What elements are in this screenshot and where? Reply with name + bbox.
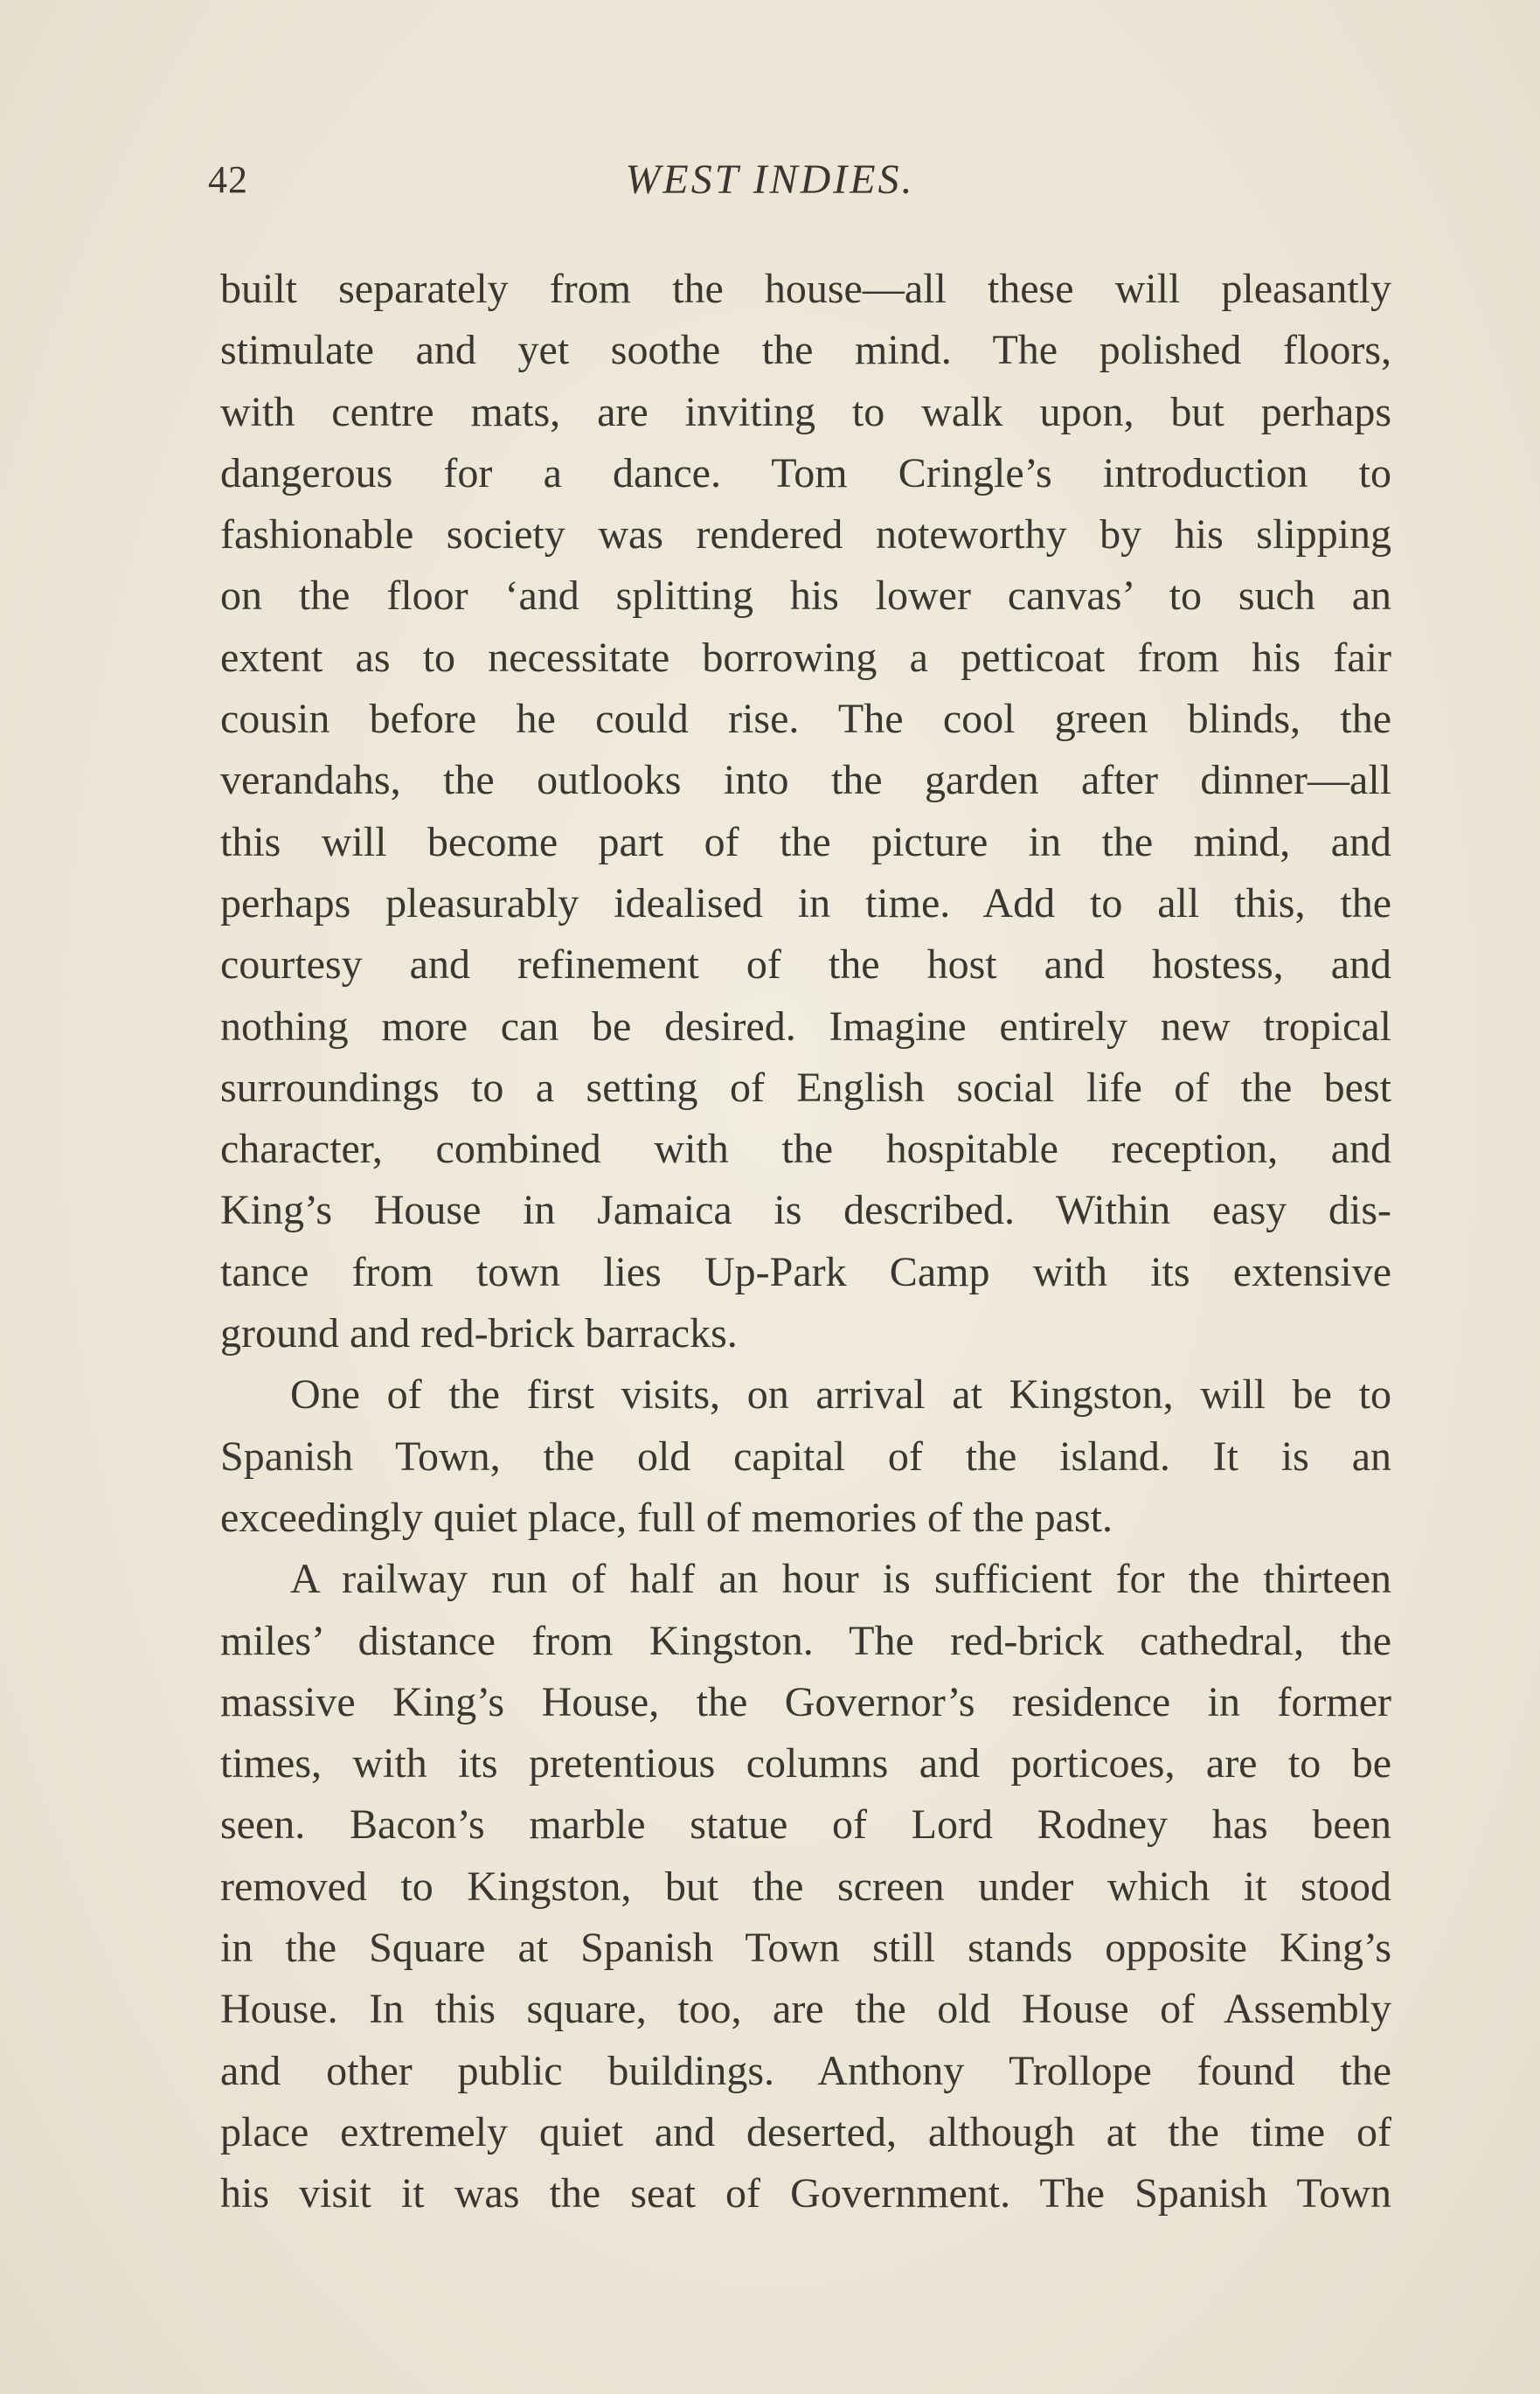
text-line: dangerous for a dance. Tom Cringle’s introduction to <box>220 449 1391 496</box>
text-line: stimulate and yet soothe the mind. The polished floors, <box>220 327 1391 374</box>
text-line: Spanish Town, the old capital of the island. It is an <box>220 1433 1391 1480</box>
text-line: cousin before he could rise. The cool green blinds, the <box>220 696 1391 743</box>
text-line: verandahs, the outlooks into the garden after dinner—all <box>220 757 1391 804</box>
text-line: place extremely quiet and deserted, although at the time of <box>220 2108 1391 2155</box>
text-line: removed to Kingston, but the screen under which it stood <box>220 1863 1391 1910</box>
text-line: surroundings to a setting of English social life of the best <box>220 1064 1391 1111</box>
text-line: with centre mats, are inviting to walk upon, but perhaps <box>220 388 1391 435</box>
text-line: in the Square at Spanish Town still stands opposite King’s <box>220 1925 1391 1972</box>
text-line: House. In this square, too, are the old House of Assembly <box>220 1986 1391 2033</box>
page-number: 42 <box>208 158 248 201</box>
text-line: times, with its pretentious columns and porticoes, are to be <box>220 1740 1391 1787</box>
text-line: exceedingly quiet place, full of memories of the past. <box>220 1494 1113 1541</box>
text-line: on the floor ‘and splitting his lower canvas’ to such an <box>220 572 1391 620</box>
text-line: fashionable society was rendered noteworthy by his slipping <box>220 511 1391 559</box>
text-line: miles’ distance from Kingston. The red-brick cathedral, the <box>220 1617 1391 1664</box>
body-text <box>220 259 1391 2225</box>
text-line: King’s House in Jamaica is described. Within easy dis- <box>220 1187 1391 1234</box>
text-line: One of the first visits, on arrival at Kingston, will be to <box>290 1371 1391 1419</box>
text-line: tance from town lies Up-Park Camp with its extensive <box>220 1248 1391 1295</box>
text-line: and other public buildings. Anthony Trollope found the <box>220 2047 1391 2094</box>
text-line: character, combined with the hospitable reception, and <box>220 1126 1391 1173</box>
text-line: his visit it was the seat of Government. The Spanish Town <box>220 2170 1391 2217</box>
text-line: built separately from the house—all these will pleasantly <box>220 266 1391 312</box>
text-line: A railway run of half an hour is sufficient for the thirteen <box>290 1556 1391 1603</box>
text-line: extent as to necessitate borrowing a petticoat from his fair <box>220 634 1391 681</box>
text-line: seen. Bacon’s marble statue of Lord Rodney has been <box>220 1801 1391 1849</box>
text-line: perhaps pleasurably idealised in time. Add to all this, the <box>220 879 1391 926</box>
text-line: courtesy and refinement of the host and hostess, and <box>220 941 1391 989</box>
text-line: massive King’s House, the Governor’s residence in former <box>220 1678 1391 1725</box>
text-line: this will become part of the picture in the mind, and <box>220 818 1391 865</box>
text-line: ground and red-brick barracks. <box>220 1310 738 1357</box>
text-line: nothing more can be desired. Imagine entirely new tropical <box>220 1003 1391 1050</box>
running-title: WEST INDIES. <box>625 156 915 203</box>
